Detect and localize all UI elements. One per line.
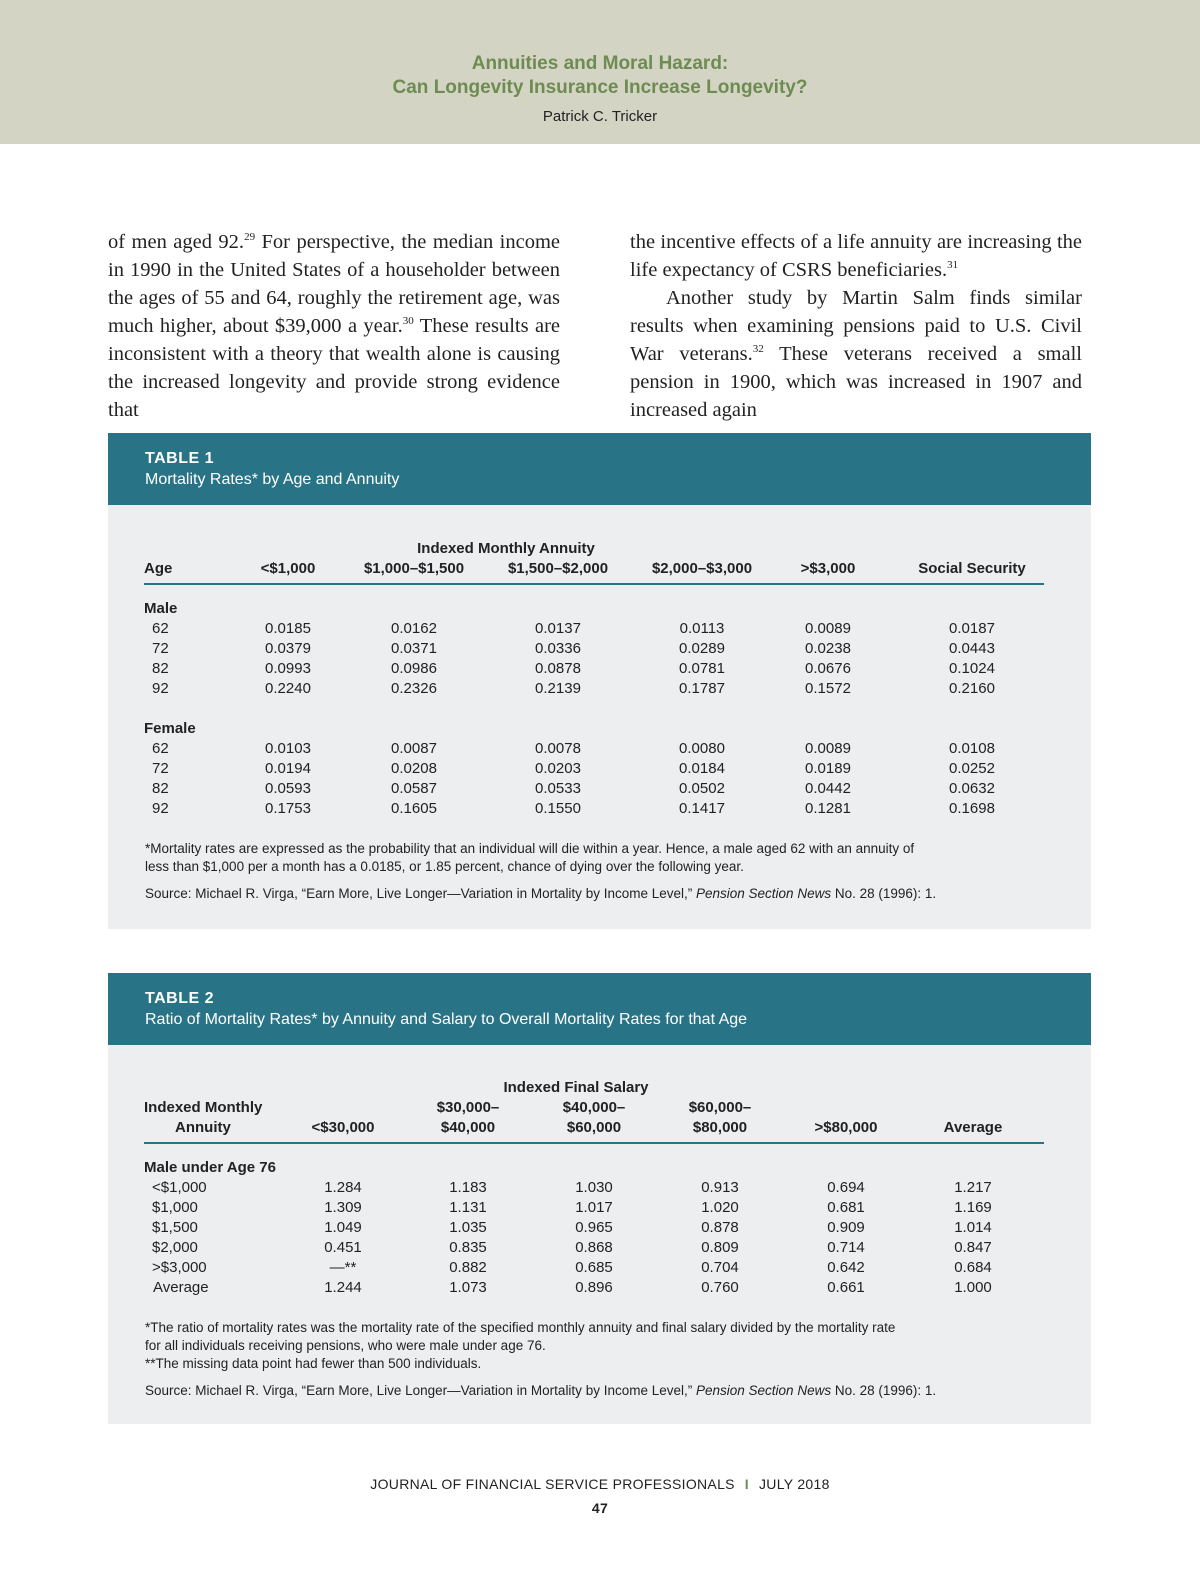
table-1-value-cell: 0.0113 bbox=[679, 620, 725, 637]
table-2-column-header: $40,000 bbox=[440, 1119, 496, 1136]
table-1-value-cell: 0.0533 bbox=[535, 780, 581, 797]
table-2-value-cell: 0.760 bbox=[701, 1279, 739, 1296]
table-1-value-cell: 0.0194 bbox=[265, 760, 311, 777]
table-1-label: TABLE 1 bbox=[145, 450, 214, 467]
table-2-column-header: $80,000 bbox=[692, 1119, 748, 1136]
table-1-value-cell: 0.1281 bbox=[805, 800, 851, 817]
table-1-value-cell: 0.0878 bbox=[535, 660, 581, 677]
table-1-age-cell: 92 bbox=[152, 680, 169, 697]
table-1-value-cell: 0.0189 bbox=[805, 760, 851, 777]
table-1-value-cell: 0.0676 bbox=[805, 660, 851, 677]
table-1-value-cell: 0.0078 bbox=[535, 740, 581, 757]
table-1-value-cell: 0.0632 bbox=[949, 780, 995, 797]
table-1-value-cell: 0.0442 bbox=[805, 780, 851, 797]
table-1-column-header: $1,500–$2,000 bbox=[507, 560, 609, 577]
table-2-value-cell: 1.017 bbox=[575, 1199, 613, 1216]
table-1-source: Source: Michael R. Virga, “Earn More, Live Longer—Variation in Mortality by Income Level,” Pension Section News No. 28 (1996): 1. bbox=[145, 886, 937, 901]
table-2-value-cell: 1.000 bbox=[954, 1279, 992, 1296]
table-1-value-cell: 0.1698 bbox=[949, 800, 995, 817]
table-2-annuity-cell: $1,000 bbox=[152, 1199, 198, 1216]
table-2-value-cell: 0.694 bbox=[827, 1179, 865, 1196]
table-1-value-cell: 0.0238 bbox=[805, 640, 851, 657]
table-2-group-header: Indexed Final Salary bbox=[503, 1079, 649, 1096]
body-column-left bbox=[108, 228, 560, 424]
footnote-ref: 30 bbox=[402, 315, 414, 327]
table-1-value-cell: 0.1787 bbox=[679, 680, 725, 697]
table-2-value-cell: 0.878 bbox=[701, 1219, 739, 1236]
table-1-value-cell: 0.0184 bbox=[679, 760, 725, 777]
table-1-value-cell: 0.1605 bbox=[391, 800, 437, 817]
table-2-value-cell: 0.896 bbox=[575, 1279, 613, 1296]
table-2-annuity-cell: >$3,000 bbox=[152, 1259, 207, 1276]
table-2-column-header: $40,000– bbox=[562, 1099, 626, 1116]
table-2-footnote: *The ratio of mortality rates was the mortality rate of the specified monthly annuity and final salary divided by the mortality rate for all individuals receiving pensions, who were male under age 76. **The missing data point had fewer than 500 individuals. bbox=[145, 1320, 896, 1371]
table-2-value-cell: 1.049 bbox=[324, 1219, 362, 1236]
table-2-value-cell: 0.965 bbox=[575, 1219, 613, 1236]
table-1-value-cell: 0.1550 bbox=[535, 800, 581, 817]
table-2-value-cell: 1.169 bbox=[954, 1199, 992, 1216]
table-2-value-cell: 1.244 bbox=[324, 1279, 362, 1296]
table-2-section-title: Male under Age 76 bbox=[144, 1159, 276, 1176]
table-1-header-rule bbox=[144, 583, 1044, 585]
footnote-ref: 32 bbox=[752, 343, 764, 355]
table-2-annuity-cell: <$1,000 bbox=[152, 1179, 207, 1196]
table-1-age-cell: 72 bbox=[152, 760, 169, 777]
table-2-value-cell: 0.714 bbox=[827, 1239, 865, 1256]
table-1-age-cell: 62 bbox=[152, 620, 169, 637]
table-2-value-cell: 1.035 bbox=[449, 1219, 487, 1236]
table-1-column-header: $1,000–$1,500 bbox=[363, 560, 465, 577]
table-2-value-cell: 0.685 bbox=[575, 1259, 613, 1276]
table-2-value-cell: 1.020 bbox=[701, 1199, 739, 1216]
table-2-label: TABLE 2 bbox=[145, 990, 214, 1007]
table-2-column-header: $60,000– bbox=[688, 1099, 752, 1116]
article-title-line2: Can Longevity Insurance Increase Longevity? bbox=[392, 77, 808, 98]
table-1-value-cell: 0.0993 bbox=[265, 660, 311, 677]
table-1-column-header: <$1,000 bbox=[260, 560, 316, 577]
table-2-column-header: Annuity bbox=[175, 1119, 231, 1136]
table-1-value-cell: 0.0252 bbox=[949, 760, 995, 777]
table-2-value-cell: 0.847 bbox=[954, 1239, 992, 1256]
table-1-value-cell: 0.0089 bbox=[805, 740, 851, 757]
table-1-value-cell: 0.0103 bbox=[265, 740, 311, 757]
table-1-value-cell: 0.2326 bbox=[391, 680, 437, 697]
table-2-annuity-cell: $2,000 bbox=[152, 1239, 198, 1256]
table-2-value-cell: 1.073 bbox=[449, 1279, 487, 1296]
table-1-value-cell: 0.0089 bbox=[805, 620, 851, 637]
table-2-value-cell: 0.835 bbox=[449, 1239, 487, 1256]
table-1-caption: Mortality Rates* by Age and Annuity bbox=[145, 471, 400, 488]
table-1-footnote: *Mortality rates are expressed as the probability that an individual will die within a year. Hence, a male aged 62 with an annuity of less than $1,000 per a month has a 0.0185, or 1.85 percent, chance of dying over the following year. bbox=[145, 841, 915, 874]
footnote-ref: 29 bbox=[244, 231, 256, 243]
footer-separator: I bbox=[744, 1476, 749, 1492]
body-paragraph: the incentive effects of a life annuity are increasing the life expectancy of CSRS beneficiaries.$^{31}$ bbox=[630, 231, 1082, 281]
table-2-value-cell: 1.309 bbox=[324, 1199, 362, 1216]
footer bbox=[0, 1476, 1200, 1492]
table-1-value-cell: 0.0185 bbox=[265, 620, 311, 637]
table-1-value-cell: 0.0087 bbox=[391, 740, 437, 757]
table-2-header-rule bbox=[144, 1142, 1044, 1144]
table-1-value-cell: 0.0986 bbox=[391, 660, 437, 677]
table-2-value-cell: 0.451 bbox=[324, 1239, 362, 1256]
table-2-column-header: Indexed Monthly bbox=[144, 1099, 263, 1116]
table-2-source: Source: Michael R. Virga, “Earn More, Live Longer—Variation in Mortality by Income Level,” Pension Section News No. 28 (1996): 1. bbox=[145, 1383, 937, 1398]
table-1-value-cell: 0.0203 bbox=[535, 760, 581, 777]
table-2-value-cell: 1.183 bbox=[449, 1179, 487, 1196]
table-2-column-header: $60,000 bbox=[566, 1119, 622, 1136]
table-1-value-cell: 0.0108 bbox=[949, 740, 995, 757]
table-2 bbox=[108, 973, 1091, 1424]
table-2-value-cell: 0.642 bbox=[827, 1259, 865, 1276]
table-1-header bbox=[108, 433, 1091, 505]
table-2-annuity-cell: $1,500 bbox=[152, 1219, 198, 1236]
table-1-value-cell: 0.2160 bbox=[949, 680, 995, 697]
table-1-column-header: $2,000–$3,000 bbox=[651, 560, 753, 577]
table-2-header bbox=[108, 973, 1091, 1045]
table-1-value-cell: 0.2139 bbox=[535, 680, 581, 697]
table-1-value-cell: 0.0289 bbox=[679, 640, 725, 657]
table-1-section-title: Female bbox=[144, 720, 196, 737]
table-2-value-cell: 1.014 bbox=[954, 1219, 992, 1236]
table-1-value-cell: 0.0379 bbox=[265, 640, 311, 657]
page-number: 47 bbox=[591, 1500, 609, 1516]
table-1-age-cell: 82 bbox=[152, 660, 169, 677]
table-2-value-cell: 1.131 bbox=[449, 1199, 487, 1216]
table-2-value-cell: 0.681 bbox=[827, 1199, 865, 1216]
footer-date: JULY 2018 bbox=[759, 1476, 830, 1492]
article-author: Patrick C. Tricker bbox=[542, 108, 658, 125]
table-1-age-cell: 92 bbox=[152, 800, 169, 817]
table-2-value-cell: 1.030 bbox=[575, 1179, 613, 1196]
table-1-age-cell: 72 bbox=[152, 640, 169, 657]
table-2-value-cell: 1.217 bbox=[954, 1179, 992, 1196]
table-1-age-cell: 82 bbox=[152, 780, 169, 797]
table-1-value-cell: 0.1417 bbox=[679, 800, 725, 817]
table-1-group-header: Indexed Monthly Annuity bbox=[417, 540, 595, 557]
table-1-value-cell: 0.0502 bbox=[679, 780, 725, 797]
table-1-value-cell: 0.0208 bbox=[391, 760, 437, 777]
table-1-value-cell: 0.0336 bbox=[535, 640, 581, 657]
body-column-right bbox=[630, 228, 1082, 424]
table-1-column-header: Age bbox=[144, 560, 173, 577]
table-1-value-cell: 0.0162 bbox=[391, 620, 437, 637]
table-2-value-cell: 0.704 bbox=[701, 1259, 739, 1276]
body-paragraph: Another study by Martin Salm finds similar results when examining pensions paid to U.S. Civil War veterans.$^{32}$ These veterans received a small pension in 1900, which was increased in 1907 and increased again bbox=[630, 287, 1082, 421]
table-1-column-header: Social Security bbox=[918, 560, 1026, 577]
table-1-age-cell: 62 bbox=[152, 740, 169, 757]
header-band bbox=[0, 0, 1200, 144]
table-2-column-header: >$80,000 bbox=[814, 1119, 878, 1136]
table-1-value-cell: 0.1572 bbox=[805, 680, 851, 697]
footer-journal: JOURNAL OF FINANCIAL SERVICE PROFESSIONALS bbox=[370, 1476, 735, 1492]
table-1 bbox=[108, 433, 1091, 929]
body-paragraph: of men aged 92.29 For perspective, the median income in 1990 in the United States of a householder between the ages of 55 and 64, roughly the retirement age, was much higher, about $39,000 a year.$^{30}$ These results are inconsistent with a theory that wealth alone is causing the increased longevity and provide strong evidence that bbox=[108, 231, 560, 421]
footnote-ref: 31 bbox=[947, 259, 959, 271]
article-title-line1: Annuities and Moral Hazard: bbox=[471, 53, 729, 74]
table-1-value-cell: 0.1753 bbox=[265, 800, 311, 817]
table-2-value-cell: 0.661 bbox=[827, 1279, 865, 1296]
table-2-annuity-cell: Average bbox=[153, 1279, 209, 1296]
table-2-value-cell: 0.913 bbox=[701, 1179, 739, 1196]
table-1-value-cell: 0.1024 bbox=[949, 660, 995, 677]
table-2-caption: Ratio of Mortality Rates* by Annuity and Salary to Overall Mortality Rates for that Age bbox=[145, 1011, 748, 1028]
table-2-value-cell: 0.809 bbox=[701, 1239, 739, 1256]
table-2-column-header: $30,000– bbox=[436, 1099, 500, 1116]
table-1-value-cell: 0.2240 bbox=[265, 680, 311, 697]
table-1-column-header: >$3,000 bbox=[800, 560, 856, 577]
table-1-value-cell: 0.0080 bbox=[679, 740, 725, 757]
table-1-value-cell: 0.0187 bbox=[949, 620, 995, 637]
table-2-value-cell: 0.868 bbox=[575, 1239, 613, 1256]
table-2-value-cell: 1.284 bbox=[324, 1179, 362, 1196]
table-2-column-header: Average bbox=[943, 1119, 1003, 1136]
table-1-value-cell: 0.0781 bbox=[679, 660, 725, 677]
table-2-value-cell: —** bbox=[329, 1259, 357, 1276]
table-1-value-cell: 0.0593 bbox=[265, 780, 311, 797]
table-1-value-cell: 0.0587 bbox=[391, 780, 437, 797]
table-1-section-title: Male bbox=[144, 600, 178, 617]
table-2-value-cell: 0.684 bbox=[954, 1259, 992, 1276]
table-2-value-cell: 0.909 bbox=[827, 1219, 865, 1236]
table-1-value-cell: 0.0137 bbox=[535, 620, 581, 637]
table-2-value-cell: 0.882 bbox=[449, 1259, 487, 1276]
table-1-value-cell: 0.0443 bbox=[949, 640, 995, 657]
table-2-column-header: <$30,000 bbox=[311, 1119, 375, 1136]
table-1-value-cell: 0.0371 bbox=[391, 640, 437, 657]
